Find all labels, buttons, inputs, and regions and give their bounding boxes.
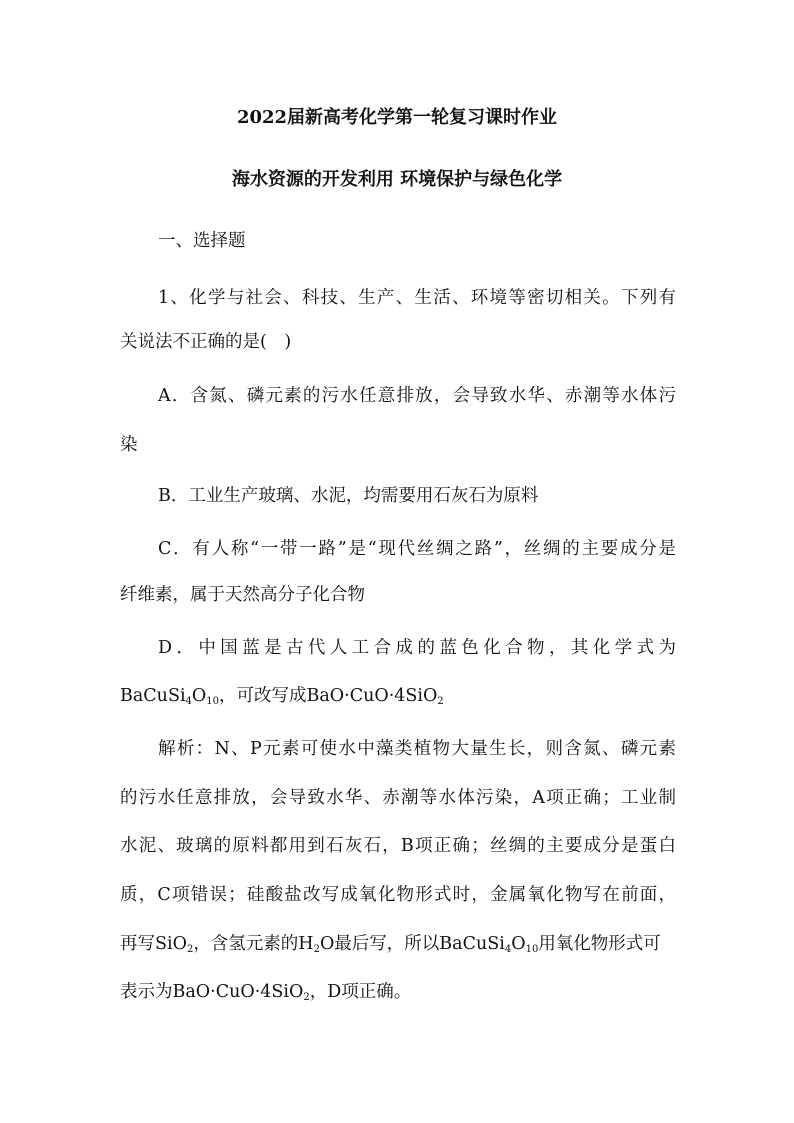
document-title: 2022届新高考化学第一轮复习课时作业 <box>236 107 558 128</box>
option-d-line1: D．中国蓝是古代人工合成的蓝色化合物，其化学式为 <box>158 638 676 658</box>
analysis-line6: 表示为BaO·CuO·4SiO$_2$，D项正确。 <box>120 982 412 1003</box>
option-c-line2: 纤维素，属于天然高分子化合物 <box>120 585 365 605</box>
section-heading: 一、选择题 <box>158 231 246 251</box>
question-stem-line2: 关说法不正确的是( ) <box>120 332 292 352</box>
analysis-line1: 解析：N、P元素可使水中藻类植物大量生长，则含氮、磷元素 <box>158 739 676 759</box>
option-d-line2: $BaCuSi_4O_{10}$，可改写成BaO·CuO·4SiO$_2$ <box>120 686 444 707</box>
analysis-line2: 的污水任意排放，会导致水华、赤潮等水体污染，A项正确；工业制 <box>120 788 676 808</box>
question-stem-line1: 1、化学与社会、科技、生产、生活、环境等密切相关。下列有 <box>158 288 676 308</box>
analysis-line5: 再写SiO$_2$，含氢元素的$H_2O$最后写，所以$BaCuSi_4O_{10}$用氧化物形式可 <box>120 934 661 955</box>
document-subtitle: 海水资源的开发利用 环境保护与绿色化学 <box>231 169 563 190</box>
analysis-line3: 水泥、玻璃的原料都用到石灰石，B项正确；丝绸的主要成分是蛋白 <box>120 836 676 856</box>
option-a-line2: 染 <box>120 435 138 455</box>
analysis-line4: 质，C项错误；硅酸盐改写成氧化物形式时，金属氧化物写在前面， <box>120 885 676 905</box>
option-b: B．工业生产玻璃、水泥，均需要用石灰石为原料 <box>158 486 539 506</box>
option-c-line1: C．有人称“一带一路”是“现代丝绸之路”，丝绸的主要成分是 <box>158 539 676 559</box>
option-a-line1: A．含氮、磷元素的污水任意排放，会导致水华、赤潮等水体污 <box>158 386 676 406</box>
